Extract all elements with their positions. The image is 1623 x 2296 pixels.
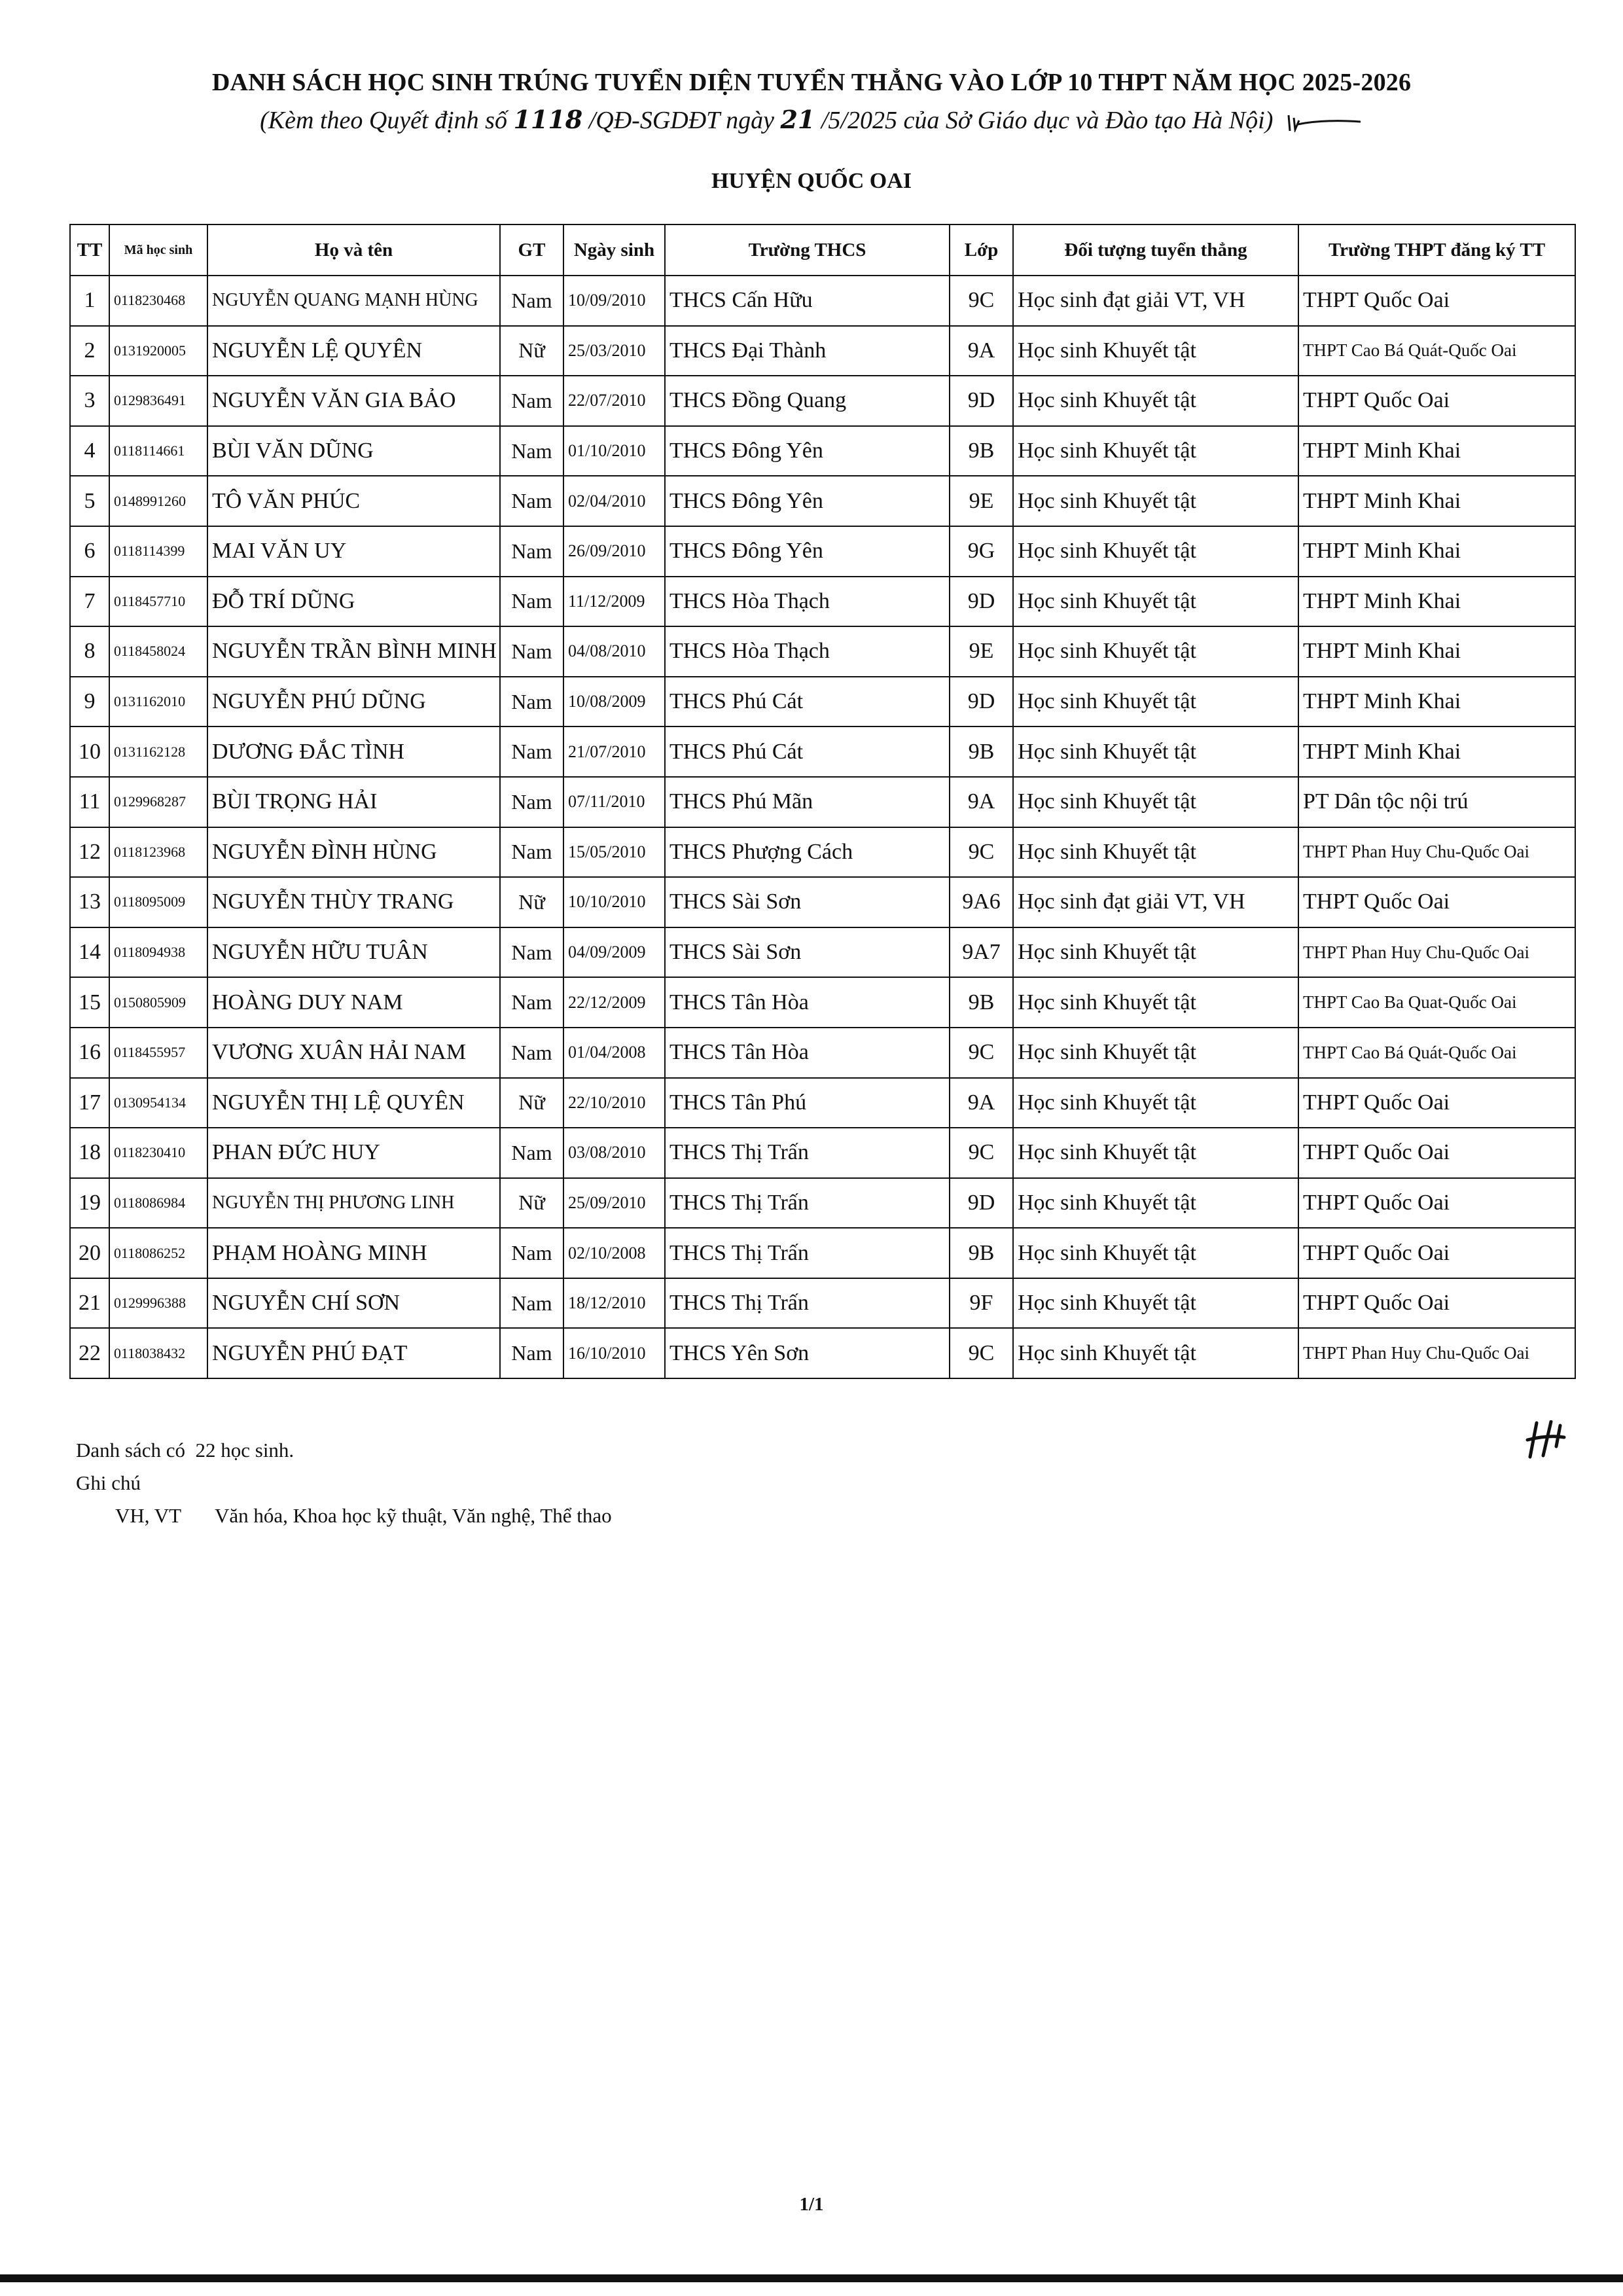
cell-class: 9A <box>950 1078 1013 1128</box>
cell-birthdate: 21/07/2010 <box>563 726 665 777</box>
cell-secondary-school: THCS Cấn Hữu <box>665 276 950 326</box>
cell-admission-category: Học sinh Khuyết tật <box>1013 1128 1298 1178</box>
cell-registered-high-school: THPT Minh Khai <box>1298 677 1575 727</box>
table-row <box>70 626 1575 677</box>
cell-full-name: NGUYỄN THÙY TRANG <box>207 877 500 927</box>
abbreviation: VH, VT <box>115 1504 182 1527</box>
cell-full-name: NGUYỄN CHÍ SƠN <box>207 1278 500 1329</box>
cell-full-name: NGUYỄN TRẦN BÌNH MINH <box>207 626 500 677</box>
cell-admission-category: Học sinh Khuyết tật <box>1013 677 1298 727</box>
cell-class: 9G <box>950 526 1013 577</box>
cell-registered-high-school: THPT Phan Huy Chu-Quốc Oai <box>1298 1328 1575 1378</box>
student-table <box>69 224 1576 1379</box>
cell-class: 9B <box>950 977 1013 1028</box>
table-row <box>70 977 1575 1028</box>
cell-secondary-school: THCS Hòa Thạch <box>665 626 950 677</box>
cell-full-name: PHAN ĐỨC HUY <box>207 1128 500 1178</box>
cell-gender: Nam <box>500 827 563 878</box>
table-row <box>70 1178 1575 1229</box>
col-header-tt: TT <box>70 224 109 276</box>
cell-registered-high-school: THPT Cao Bá Quát-Quốc Oai <box>1298 1028 1575 1078</box>
col-header-secondary-school: Trường THCS <box>665 224 950 276</box>
cell-birthdate: 25/09/2010 <box>563 1178 665 1229</box>
cell-secondary-school: THCS Thị Trấn <box>665 1128 950 1178</box>
col-header-birthdate: Ngày sinh <box>563 224 665 276</box>
cell-secondary-school: THCS Phú Cát <box>665 726 950 777</box>
cell-tt: 13 <box>70 877 109 927</box>
cell-class: 9D <box>950 577 1013 627</box>
cell-class: 9F <box>950 1278 1013 1329</box>
cell-secondary-school: THCS Phú Mãn <box>665 777 950 827</box>
cell-student-id: 0118114661 <box>109 426 207 476</box>
cell-student-id: 0118458024 <box>109 626 207 677</box>
cell-class: 9D <box>950 376 1013 426</box>
cell-tt: 14 <box>70 927 109 978</box>
cell-full-name: DƯƠNG ĐẮC TÌNH <box>207 726 500 777</box>
cell-admission-category: Học sinh Khuyết tật <box>1013 426 1298 476</box>
cell-gender: Nam <box>500 526 563 577</box>
cell-student-id: 0118123968 <box>109 827 207 878</box>
table-row <box>70 1028 1575 1078</box>
cell-birthdate: 04/09/2009 <box>563 927 665 978</box>
table-row <box>70 677 1575 727</box>
cell-gender: Nữ <box>500 1078 563 1128</box>
cell-gender: Nam <box>500 577 563 627</box>
cell-admission-category: Học sinh đạt giải VT, VH <box>1013 877 1298 927</box>
cell-admission-category: Học sinh Khuyết tật <box>1013 1328 1298 1378</box>
cell-birthdate: 04/08/2010 <box>563 626 665 677</box>
cell-admission-category: Học sinh Khuyết tật <box>1013 626 1298 677</box>
cell-secondary-school: THCS Đồng Quang <box>665 376 950 426</box>
table-row <box>70 777 1575 827</box>
cell-secondary-school: THCS Hòa Thạch <box>665 577 950 627</box>
document-subtitle <box>0 105 1623 135</box>
cell-tt: 19 <box>70 1178 109 1229</box>
cell-registered-high-school: THPT Quốc Oai <box>1298 1078 1575 1128</box>
cell-registered-high-school: THPT Quốc Oai <box>1298 877 1575 927</box>
cell-full-name: NGUYỄN PHÚ DŨNG <box>207 677 500 727</box>
cell-student-id: 0131162128 <box>109 726 207 777</box>
cell-student-id: 0118038432 <box>109 1328 207 1378</box>
cell-secondary-school: THCS Yên Sơn <box>665 1328 950 1378</box>
count-value: 22 học sinh. <box>195 1439 294 1462</box>
col-header-student-id: Mã học sinh <box>109 224 207 276</box>
cell-registered-high-school: THPT Quốc Oai <box>1298 1128 1575 1178</box>
cell-student-id: 0118095009 <box>109 877 207 927</box>
cell-secondary-school: THCS Sài Sơn <box>665 927 950 978</box>
cell-student-id: 0118086252 <box>109 1228 207 1278</box>
cell-gender: Nam <box>500 927 563 978</box>
cell-gender: Nam <box>500 726 563 777</box>
cell-student-id: 0129968287 <box>109 777 207 827</box>
cell-registered-high-school: THPT Cao Bá Quát-Quốc Oai <box>1298 326 1575 376</box>
cell-admission-category: Học sinh Khuyết tật <box>1013 376 1298 426</box>
cell-registered-high-school: THPT Minh Khai <box>1298 426 1575 476</box>
cell-birthdate: 07/11/2010 <box>563 777 665 827</box>
cell-tt: 10 <box>70 726 109 777</box>
cell-student-id: 0131920005 <box>109 326 207 376</box>
cell-birthdate: 02/04/2010 <box>563 476 665 526</box>
table-row <box>70 276 1575 326</box>
cell-secondary-school: THCS Thị Trấn <box>665 1178 950 1229</box>
cell-tt: 18 <box>70 1128 109 1178</box>
col-header-class: Lớp <box>950 224 1013 276</box>
cell-gender: Nam <box>500 1228 563 1278</box>
cell-gender: Nữ <box>500 1178 563 1229</box>
cell-birthdate: 25/03/2010 <box>563 326 665 376</box>
cell-gender: Nam <box>500 1028 563 1078</box>
cell-birthdate: 11/12/2009 <box>563 577 665 627</box>
cell-secondary-school: THCS Tân Hòa <box>665 977 950 1028</box>
cell-secondary-school: THCS Phú Cát <box>665 677 950 727</box>
cell-class: 9C <box>950 276 1013 326</box>
cell-admission-category: Học sinh Khuyết tật <box>1013 827 1298 878</box>
cell-birthdate: 01/04/2008 <box>563 1028 665 1078</box>
cell-admission-category: Học sinh Khuyết tật <box>1013 1178 1298 1229</box>
cell-gender: Nam <box>500 1128 563 1178</box>
cell-gender: Nam <box>500 977 563 1028</box>
cell-gender: Nam <box>500 677 563 727</box>
cell-birthdate: 02/10/2008 <box>563 1228 665 1278</box>
cell-tt: 7 <box>70 577 109 627</box>
decision-number: 1118 <box>513 105 583 134</box>
student-count <box>76 1439 294 1462</box>
table-row <box>70 1078 1575 1128</box>
cell-gender: Nam <box>500 276 563 326</box>
cell-admission-category: Học sinh Khuyết tật <box>1013 577 1298 627</box>
cell-registered-high-school: THPT Minh Khai <box>1298 626 1575 677</box>
decision-day: 21 <box>780 105 815 134</box>
cell-gender: Nam <box>500 426 563 476</box>
table-row <box>70 1228 1575 1278</box>
cell-registered-high-school: THPT Phan Huy Chu-Quốc Oai <box>1298 927 1575 978</box>
cell-student-id: 0118086984 <box>109 1178 207 1229</box>
cell-secondary-school: THCS Tân Hòa <box>665 1028 950 1078</box>
table-row <box>70 877 1575 927</box>
cell-birthdate: 01/10/2010 <box>563 426 665 476</box>
cell-registered-high-school: THPT Minh Khai <box>1298 476 1575 526</box>
cell-class: 9C <box>950 1128 1013 1178</box>
cell-tt: 11 <box>70 777 109 827</box>
cell-secondary-school: THCS Phượng Cách <box>665 827 950 878</box>
cell-class: 9B <box>950 426 1013 476</box>
subtitle-prefix: (Kèm theo Quyết định số <box>260 107 514 134</box>
cell-class: 9A6 <box>950 877 1013 927</box>
note-label: Ghi chú <box>76 1471 141 1494</box>
cell-admission-category: Học sinh Khuyết tật <box>1013 927 1298 978</box>
cell-registered-high-school: THPT Quốc Oai <box>1298 276 1575 326</box>
cell-tt: 22 <box>70 1328 109 1378</box>
cell-tt: 15 <box>70 977 109 1028</box>
cell-secondary-school: THCS Đông Yên <box>665 476 950 526</box>
table-row <box>70 1128 1575 1178</box>
initials-signature <box>1285 113 1363 132</box>
cell-full-name: NGUYỄN QUANG MẠNH HÙNG <box>207 276 500 326</box>
cell-class: 9A7 <box>950 927 1013 978</box>
scan-edge-line <box>0 2274 1623 2282</box>
cell-class: 9C <box>950 1328 1013 1378</box>
table-row <box>70 927 1575 978</box>
cell-registered-high-school: THPT Quốc Oai <box>1298 1278 1575 1329</box>
subtitle-suffix: /5/2025 của Sở Giáo dục và Đào tạo Hà Nội) <box>815 107 1274 134</box>
cell-student-id: 0118455957 <box>109 1028 207 1078</box>
cell-class: 9E <box>950 626 1013 677</box>
table-row <box>70 376 1575 426</box>
abbreviation-meaning: Văn hóa, Khoa học kỹ thuật, Văn nghệ, Thể thao <box>215 1504 612 1527</box>
cell-class: 9B <box>950 1228 1013 1278</box>
cell-gender: Nam <box>500 626 563 677</box>
cell-birthdate: 16/10/2010 <box>563 1328 665 1378</box>
cell-class: 9A <box>950 777 1013 827</box>
cell-full-name: TÔ VĂN PHÚC <box>207 476 500 526</box>
cell-admission-category: Học sinh Khuyết tật <box>1013 476 1298 526</box>
cell-birthdate: 22/12/2009 <box>563 977 665 1028</box>
cell-admission-category: Học sinh Khuyết tật <box>1013 326 1298 376</box>
cell-class: 9C <box>950 1028 1013 1078</box>
cell-secondary-school: THCS Thị Trấn <box>665 1228 950 1278</box>
cell-registered-high-school: THPT Quốc Oai <box>1298 1228 1575 1278</box>
cell-full-name: NGUYỄN LỆ QUYÊN <box>207 326 500 376</box>
cell-gender: Nam <box>500 376 563 426</box>
cell-birthdate: 26/09/2010 <box>563 526 665 577</box>
cell-secondary-school: THCS Đông Yên <box>665 426 950 476</box>
document-title: DANH SÁCH HỌC SINH TRÚNG TUYỂN DIỆN TUYỂN THẲNG VÀO LỚP 10 THPT NĂM HỌC 2025-2026 <box>211 69 1412 96</box>
cell-admission-category: Học sinh Khuyết tật <box>1013 1028 1298 1078</box>
cell-student-id: 0129996388 <box>109 1278 207 1329</box>
cell-class: 9C <box>950 827 1013 878</box>
cell-full-name: ĐỖ TRÍ DŨNG <box>207 577 500 627</box>
cell-student-id: 0131162010 <box>109 677 207 727</box>
cell-full-name: MAI VĂN UY <box>207 526 500 577</box>
cell-gender: Nam <box>500 476 563 526</box>
cell-tt: 3 <box>70 376 109 426</box>
table-row <box>70 726 1575 777</box>
cell-tt: 8 <box>70 626 109 677</box>
cell-birthdate: 10/08/2009 <box>563 677 665 727</box>
cell-student-id: 0118114399 <box>109 526 207 577</box>
cell-full-name: NGUYỄN VĂN GIA BẢO <box>207 376 500 426</box>
cell-registered-high-school: THPT Phan Huy Chu-Quốc Oai <box>1298 827 1575 878</box>
cell-class: 9A <box>950 326 1013 376</box>
cell-admission-category: Học sinh Khuyết tật <box>1013 526 1298 577</box>
cell-gender: Nam <box>500 1278 563 1329</box>
cell-registered-high-school: THPT Minh Khai <box>1298 726 1575 777</box>
cell-admission-category: Học sinh Khuyết tật <box>1013 1228 1298 1278</box>
cell-birthdate: 03/08/2010 <box>563 1128 665 1178</box>
cell-full-name: NGUYỄN HỮU TUÂN <box>207 927 500 978</box>
cell-admission-category: Học sinh Khuyết tật <box>1013 1078 1298 1128</box>
table-row <box>70 827 1575 878</box>
cell-registered-high-school: THPT Quốc Oai <box>1298 376 1575 426</box>
col-header-full-name: Họ và tên <box>207 224 500 276</box>
cell-birthdate: 22/10/2010 <box>563 1078 665 1128</box>
cell-class: 9B <box>950 726 1013 777</box>
cell-birthdate: 10/09/2010 <box>563 276 665 326</box>
cell-tt: 9 <box>70 677 109 727</box>
cell-tt: 21 <box>70 1278 109 1329</box>
cell-student-id: 0118230410 <box>109 1128 207 1178</box>
cell-gender: Nam <box>500 1328 563 1378</box>
cell-admission-category: Học sinh Khuyết tật <box>1013 777 1298 827</box>
table-row <box>70 526 1575 577</box>
table-header-row <box>70 224 1575 276</box>
district-heading: HUYỆN QUỐC OAI <box>711 169 912 193</box>
cell-full-name: HOÀNG DUY NAM <box>207 977 500 1028</box>
cell-admission-category: Học sinh đạt giải VT, VH <box>1013 276 1298 326</box>
cell-secondary-school: THCS Đại Thành <box>665 326 950 376</box>
count-label: Danh sách có <box>76 1439 185 1462</box>
cell-secondary-school: THCS Thị Trấn <box>665 1278 950 1329</box>
col-header-admission-category: Đối tượng tuyển thẳng <box>1013 224 1298 276</box>
cell-tt: 5 <box>70 476 109 526</box>
cell-full-name: PHẠM HOÀNG MINH <box>207 1228 500 1278</box>
cell-full-name: BÙI TRỌNG HẢI <box>207 777 500 827</box>
table-row <box>70 1328 1575 1378</box>
col-header-registered-high-school: Trường THPT đăng ký TT <box>1298 224 1575 276</box>
subtitle-middle: /QĐ-SGDĐT ngày <box>582 107 781 134</box>
cell-class: 9D <box>950 677 1013 727</box>
table-row <box>70 326 1575 376</box>
cell-tt: 20 <box>70 1228 109 1278</box>
cell-gender: Nữ <box>500 877 563 927</box>
cell-tt: 17 <box>70 1078 109 1128</box>
table-row <box>70 476 1575 526</box>
cell-full-name: NGUYỄN PHÚ ĐẠT <box>207 1328 500 1378</box>
cell-tt: 1 <box>70 276 109 326</box>
cell-student-id: 0148991260 <box>109 476 207 526</box>
cell-birthdate: 10/10/2010 <box>563 877 665 927</box>
cell-student-id: 0118094938 <box>109 927 207 978</box>
cell-full-name: NGUYỄN THỊ LỆ QUYÊN <box>207 1078 500 1128</box>
page-number: 1/1 <box>799 2194 824 2215</box>
cell-registered-high-school: THPT Minh Khai <box>1298 526 1575 577</box>
cell-class: 9D <box>950 1178 1013 1229</box>
table-row <box>70 1278 1575 1329</box>
cell-registered-high-school: PT Dân tộc nội trú <box>1298 777 1575 827</box>
cell-secondary-school: THCS Đông Yên <box>665 526 950 577</box>
cell-student-id: 0150805909 <box>109 977 207 1028</box>
cell-tt: 16 <box>70 1028 109 1078</box>
cell-full-name: NGUYỄN ĐÌNH HÙNG <box>207 827 500 878</box>
cell-registered-high-school: THPT Cao Ba Quat-Quốc Oai <box>1298 977 1575 1028</box>
cell-tt: 6 <box>70 526 109 577</box>
cell-admission-category: Học sinh Khuyết tật <box>1013 1278 1298 1329</box>
initials-signature-right <box>1525 1420 1571 1460</box>
cell-admission-category: Học sinh Khuyết tật <box>1013 726 1298 777</box>
cell-secondary-school: THCS Tân Phú <box>665 1078 950 1128</box>
cell-birthdate: 15/05/2010 <box>563 827 665 878</box>
cell-birthdate: 22/07/2010 <box>563 376 665 426</box>
cell-full-name: VƯƠNG XUÂN HẢI NAM <box>207 1028 500 1078</box>
cell-tt: 4 <box>70 426 109 476</box>
cell-full-name: BÙI VĂN DŨNG <box>207 426 500 476</box>
cell-tt: 12 <box>70 827 109 878</box>
table-row <box>70 426 1575 476</box>
cell-secondary-school: THCS Sài Sơn <box>665 877 950 927</box>
cell-student-id: 0118457710 <box>109 577 207 627</box>
cell-birthdate: 18/12/2010 <box>563 1278 665 1329</box>
cell-full-name: NGUYỄN THỊ PHƯƠNG LINH <box>207 1178 500 1229</box>
cell-tt: 2 <box>70 326 109 376</box>
cell-gender: Nữ <box>500 326 563 376</box>
cell-gender: Nam <box>500 777 563 827</box>
cell-registered-high-school: THPT Quốc Oai <box>1298 1178 1575 1229</box>
cell-registered-high-school: THPT Minh Khai <box>1298 577 1575 627</box>
cell-class: 9E <box>950 476 1013 526</box>
cell-admission-category: Học sinh Khuyết tật <box>1013 977 1298 1028</box>
cell-student-id: 0118230468 <box>109 276 207 326</box>
cell-student-id: 0130954134 <box>109 1078 207 1128</box>
col-header-gender: GT <box>500 224 563 276</box>
table-row <box>70 577 1575 627</box>
cell-student-id: 0129836491 <box>109 376 207 426</box>
